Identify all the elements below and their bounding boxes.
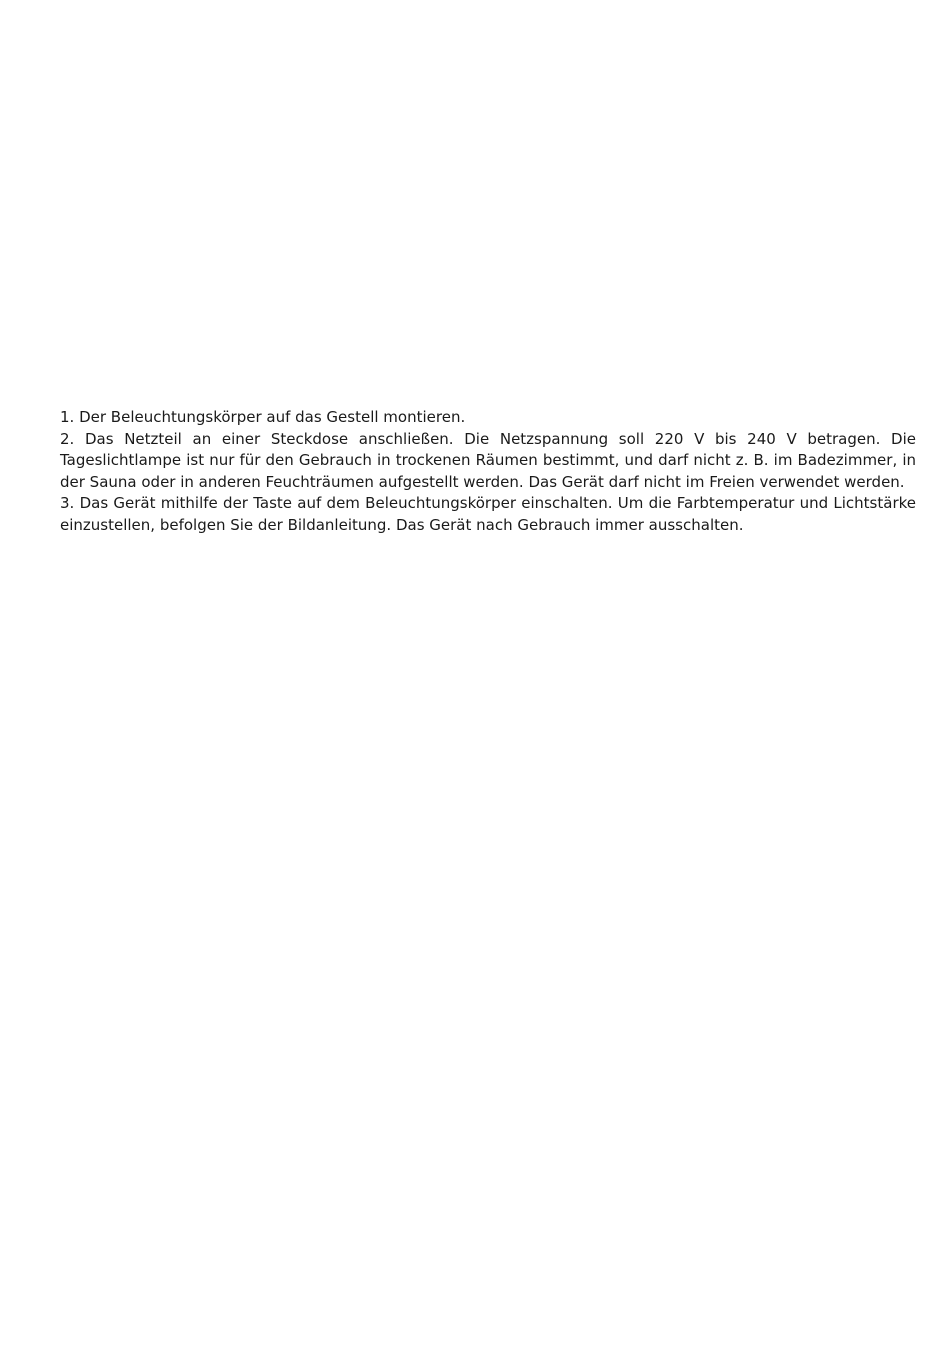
instruction-step-2: 2. Das Netzteil an einer Steckdose anschließen. Die Netzspannung soll 220 V bis 240 V betragen. Die Tageslichtlampe ist nur für den Gebrauch in trockenen Räumen bestimmt, und darf nicht z. B. im Badezimmer, in der Sauna oder in anderen Feuchträumen aufgestellt werden. Das Gerät darf nicht im Freien verwendet werden.: [60, 429, 916, 491]
instruction-step-1: 1. Der Beleuchtungskörper auf das Gestell montieren.: [60, 408, 466, 426]
instruction-step-3: 3. Das Gerät mithilfe der Taste auf dem Beleuchtungskörper einschalten. Um die Farbtemperatur und Lichtstärke einzustellen, befolgen Sie der Bildanleitung. Das Gerät nach Gebrauch immer ausschalten.: [60, 494, 916, 534]
instruction-list: [60, 407, 916, 536]
